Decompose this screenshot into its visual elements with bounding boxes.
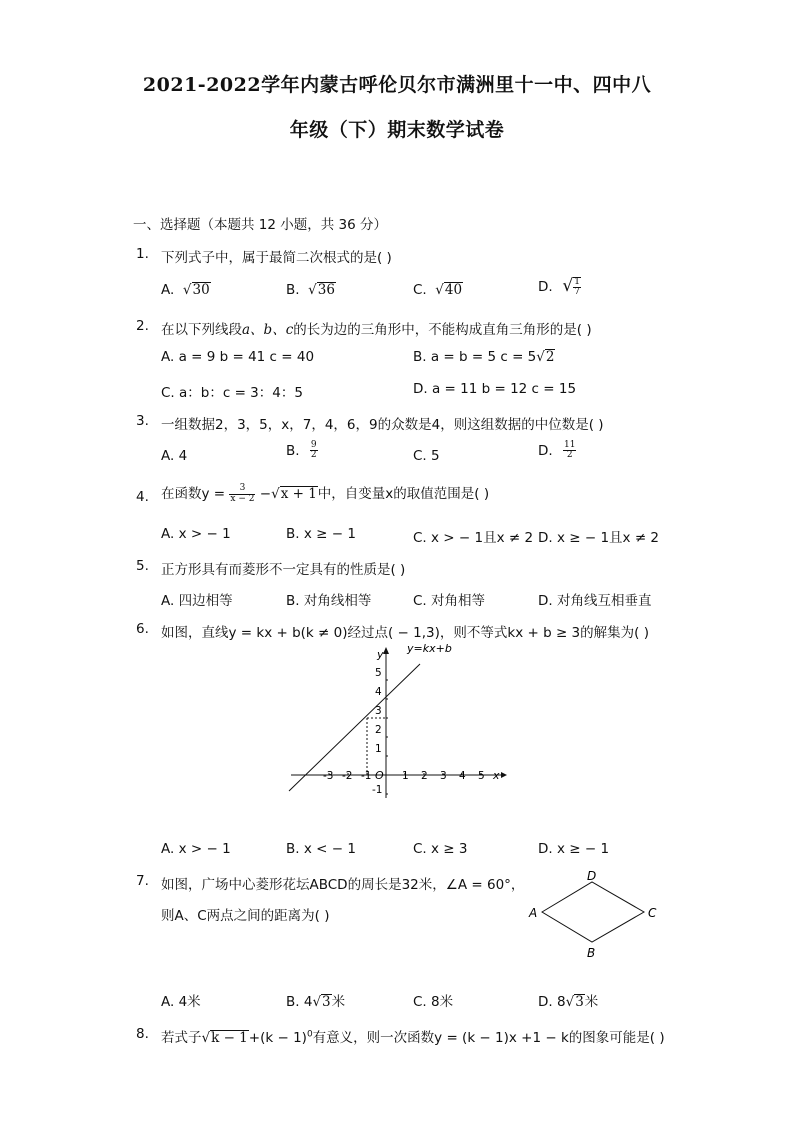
q3-option-b-numerator: 9 <box>310 440 317 450</box>
q3-option-d-label: D. <box>538 442 553 459</box>
q4-option-a[interactable]: A. x > − 1 <box>161 526 231 542</box>
q4-number: 4. <box>136 489 149 505</box>
q1-option-d-numerator: 1 <box>574 276 580 287</box>
q2-text-a: 在以下列线段 <box>161 322 242 338</box>
q2-vars: a、b、c <box>242 322 294 338</box>
q6-x-axis-label: x <box>493 769 500 782</box>
q7-option-d-radicand: 3 <box>575 994 584 1010</box>
q4-option-b[interactable]: B. x ≥ − 1 <box>286 526 356 542</box>
q1-option-b-label: B. <box>286 282 300 298</box>
q8-number: 8. <box>136 1026 149 1042</box>
q7-label-c: C <box>648 906 657 920</box>
q3-option-b[interactable] <box>286 441 318 461</box>
q7-rhombus <box>542 882 644 942</box>
q8-text: 若式子$√k - 1+(k - 1)^0$有意义，则一次函数y = (k − 1)x +1 − k的图象可能是( ) <box>161 1029 665 1046</box>
q4-frac-numerator: 3 <box>229 484 255 494</box>
q1-option-a-radicand: 30 <box>192 282 210 298</box>
q3-option-d-denominator: 2 <box>566 450 573 461</box>
q7-label-b: B <box>587 946 596 960</box>
q4-radicand: x + 1 <box>280 486 317 502</box>
q6-function-line <box>289 664 420 791</box>
q6-line-label: y=kx+b <box>407 642 452 655</box>
q6-y-axis-label: y <box>377 648 384 661</box>
q2-text-b: 的长为边的三角形中，不能构成直角三角形的是( ) <box>293 322 592 338</box>
q3-option-d-numerator: 11 <box>563 440 576 450</box>
q7-option-d-unit: 米 <box>584 994 599 1010</box>
q1-text: 下列式子中，属于最简二次根式的是( ) <box>161 250 392 266</box>
q1-option-c-label: C. <box>413 282 427 298</box>
q7-number: 7. <box>136 873 149 889</box>
q2-option-d[interactable]: D. a = 11 b = 12 c = 15 <box>413 381 577 397</box>
q3-text: 一组数据2，3，5，x，7，4，6，9的众数是4，则这组数据的中位数是( ) <box>161 417 604 433</box>
q3-option-b-label: B. <box>286 442 300 459</box>
q2-option-b-label: B. a = b = 5 c = 5 <box>413 349 537 365</box>
q6-y-axis-arrow <box>383 647 389 654</box>
q6-x-tick-1: 1 <box>402 770 409 782</box>
q6-x-tick-5: 5 <box>478 770 485 782</box>
q7-option-c[interactable]: C. 8米 <box>413 994 454 1010</box>
q8-text-a: 若式子 <box>161 1030 202 1046</box>
q5-option-b[interactable]: B. 对角线相等 <box>286 593 372 609</box>
q1-option-a[interactable]: A. √30 <box>161 282 210 298</box>
exam-title-line2: 年级（下）期末数学试卷 <box>289 119 505 141</box>
q5-option-c[interactable]: C. 对角相等 <box>413 593 486 609</box>
q8-text-c: 有意义，则一次函数y = (k − 1)x +1 − k的图象可能是( ) <box>312 1030 665 1046</box>
q6-y-tick-m1: -1 <box>372 784 383 796</box>
q1-option-c-radicand: 40 <box>444 282 463 298</box>
q6-text: 如图，直线y = kx + b(k ≠ 0)经过点( − 1,3)，则不等式kx + b ≥ 3的解集为( ) <box>161 625 649 641</box>
q6-x-tick-2: 2 <box>421 770 428 782</box>
q5-option-d[interactable]: D. 对角线互相垂直 <box>538 593 652 609</box>
q2-option-a[interactable]: A. a = 9 b = 41 c = 40 <box>161 349 315 365</box>
q7-option-b-label: B. 4 <box>286 994 313 1010</box>
q7-option-b-radicand: 3 <box>322 994 331 1010</box>
q4-text-a: 在函数y = <box>161 486 226 502</box>
q2-option-b[interactable]: B. a = b = 5 c = 5√2 <box>413 349 555 365</box>
q4-minus: − <box>259 486 272 502</box>
q7-option-b-unit: 米 <box>331 994 346 1010</box>
q8-text-b: +(k − 1) <box>248 1030 307 1046</box>
q6-option-b[interactable]: B. x < − 1 <box>286 841 356 857</box>
q6-y-tick-2: 2 <box>375 724 382 736</box>
q7-text-line1: 如图，广场中心菱形花坛ABCD的周长是32米，∠A = 60°， <box>161 877 525 893</box>
q1-option-b[interactable]: B. √36 <box>286 282 335 298</box>
q6-option-d[interactable]: D. x ≥ − 1 <box>538 841 610 857</box>
q4-option-d[interactable]: D. x ≥ − 1且x ≠ 2 <box>538 530 660 546</box>
q7-rhombus-figure <box>526 868 666 963</box>
q6-x-tick-m2: -2 <box>342 770 353 782</box>
q6-number: 6. <box>136 621 149 637</box>
q6-x-axis-arrow <box>501 772 507 778</box>
q6-graph <box>283 640 513 800</box>
q3-number: 3. <box>136 413 149 429</box>
q7-option-d-label: D. 8 <box>538 994 566 1010</box>
q7-label-d: D <box>587 869 597 883</box>
q2-text <box>161 318 592 338</box>
q7-option-b[interactable]: B. 4√3米 <box>286 994 346 1010</box>
q2-option-b-radicand: 2 <box>545 349 555 365</box>
q6-option-a[interactable]: A. x > − 1 <box>161 841 231 857</box>
q8-exponent: 0 <box>306 1029 313 1040</box>
q5-number: 5. <box>136 558 149 574</box>
q3-option-b-denominator: 2 <box>310 450 317 461</box>
q1-option-d-denominator: 7 <box>574 287 580 297</box>
q7-label-a: A <box>529 906 538 920</box>
q5-option-a[interactable]: A. 四边相等 <box>161 593 233 609</box>
q4-option-c[interactable]: C. x > − 1且x ≠ 2 <box>413 530 534 546</box>
q1-option-b-radicand: 36 <box>317 282 335 298</box>
q8-radicand: k − 1 <box>211 1030 248 1046</box>
q6-x-tick-m1: -1 <box>361 770 372 782</box>
q4-frac-denominator: x − 2 <box>230 493 255 504</box>
q7-option-d[interactable]: D. 8√3米 <box>538 994 599 1010</box>
q3-option-d[interactable] <box>538 441 576 461</box>
q3-option-a[interactable]: A. 4 <box>161 448 188 464</box>
q6-y-tick-3: 3 <box>375 705 382 717</box>
q2-number: 2. <box>136 318 149 334</box>
q1-option-c[interactable]: C. √40 <box>413 282 463 298</box>
exam-title-line1: 2021-2022学年内蒙古呼伦贝尔市满洲里十一中、四中八 <box>142 74 652 96</box>
q1-option-d-label: D. <box>538 279 553 295</box>
q2-option-c[interactable]: C. a：b：c = 3：4：5 <box>161 385 303 401</box>
section-heading: 一、选择题（本题共 12 小题，共 36 分） <box>133 217 388 233</box>
q7-text-line2: 则A、C两点之间的距离为( ) <box>161 908 330 924</box>
q6-y-tick-4: 4 <box>375 686 382 698</box>
q7-option-a[interactable]: A. 4米 <box>161 994 201 1010</box>
q6-y-tick-1: 1 <box>375 743 382 755</box>
q6-x-tick-4: 4 <box>459 770 466 782</box>
q5-text: 正方形具有而菱形不一定具有的性质是( ) <box>161 562 406 578</box>
q6-x-tick-m3: -3 <box>323 770 334 782</box>
q6-origin-label: O <box>375 769 384 782</box>
q6-y-tick-5: 5 <box>375 667 382 679</box>
q3-option-c[interactable]: C. 5 <box>413 448 440 464</box>
q1-number: 1. <box>136 246 149 262</box>
q4-text-b: 中，自变量x的取值范围是( ) <box>317 486 490 502</box>
q6-x-tick-3: 3 <box>440 770 447 782</box>
q1-option-a-label: A. <box>161 282 175 298</box>
q1-option-d[interactable]: D. √ $\frac{1}{7}$ <box>538 276 580 297</box>
q6-option-c[interactable]: C. x ≥ 3 <box>413 841 468 857</box>
q4-text: 在函数y = $\frac{3}{x - 2}$ −√x + 1中，自变量x的取值范围是( ) <box>161 483 490 504</box>
